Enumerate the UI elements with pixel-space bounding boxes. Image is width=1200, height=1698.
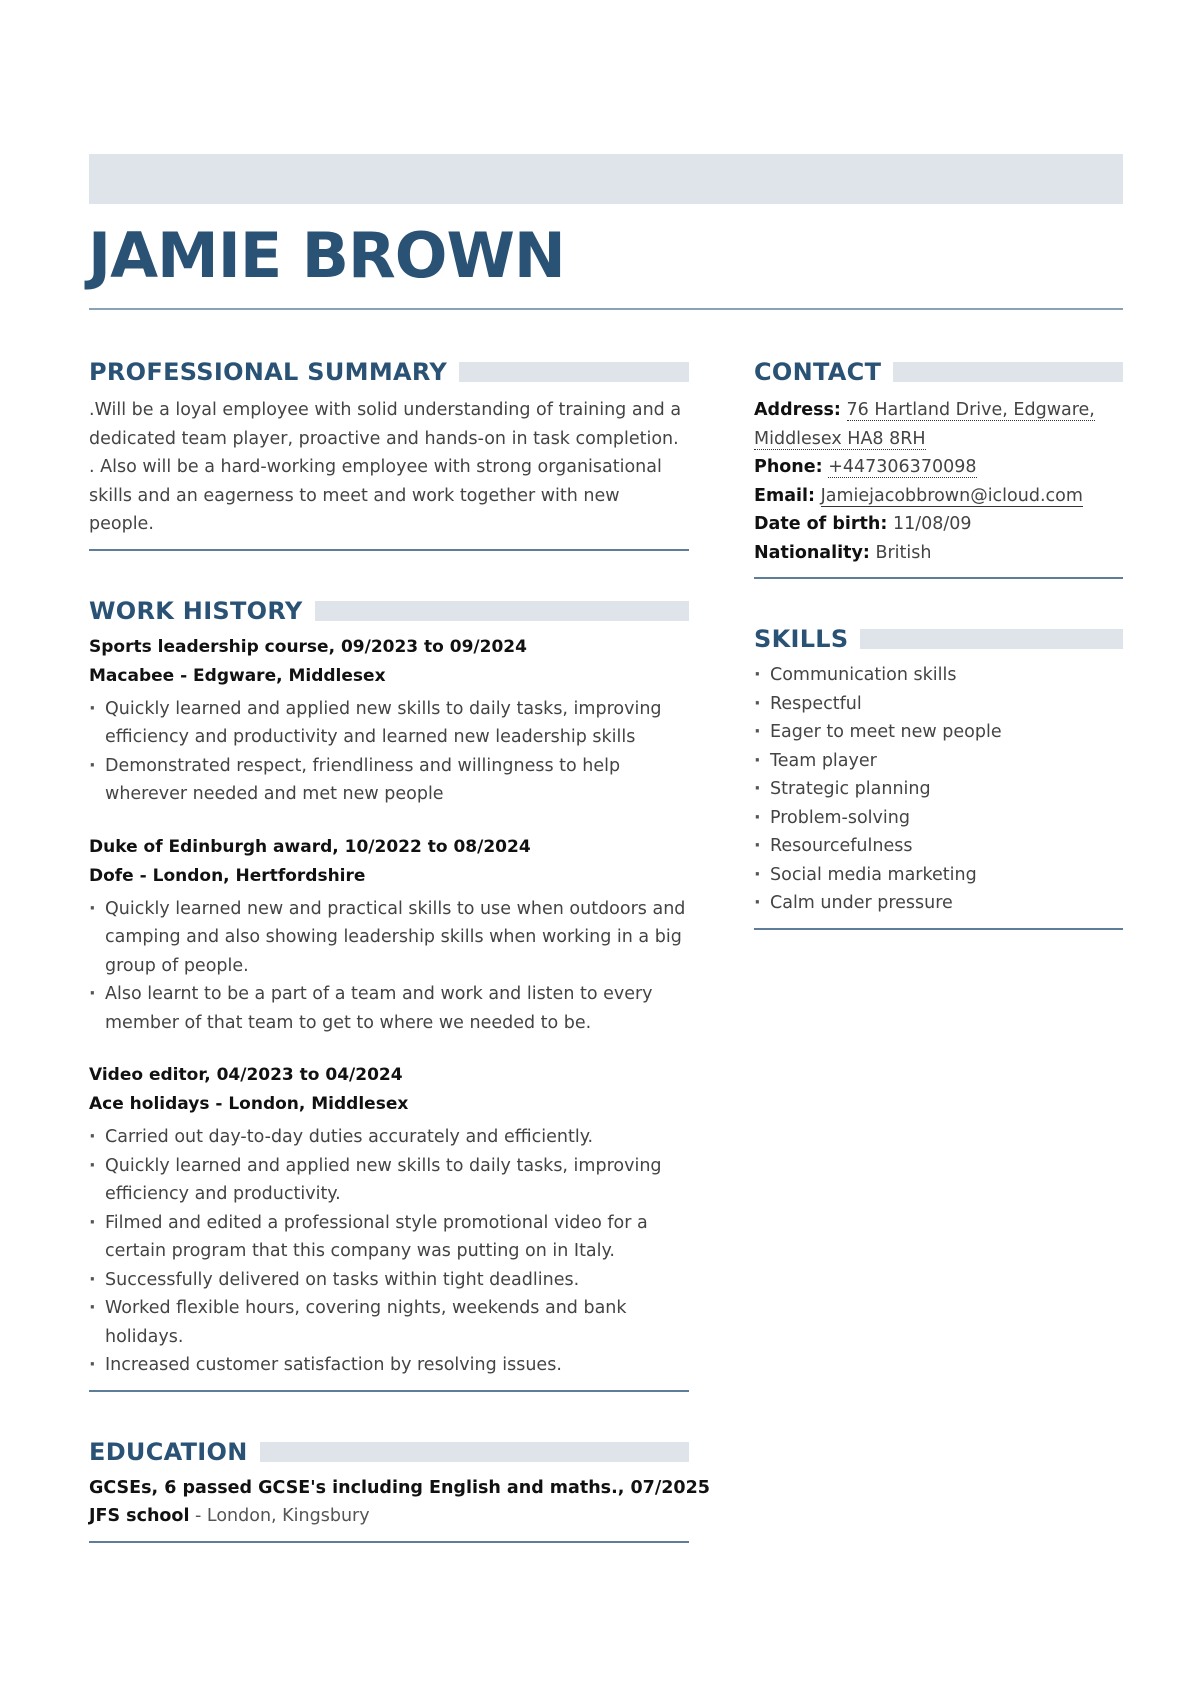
job-title: Sports leadership course, 09/2023 to 09/2024	[89, 636, 527, 657]
job-entry	[89, 833, 689, 1038]
address-label: Address:	[754, 400, 841, 420]
job-employer: Ace holidays - London, Middlesex	[89, 1094, 409, 1114]
nationality-value: British	[875, 542, 932, 563]
contact-heading-bar	[893, 362, 1123, 382]
education-location: - London, Kingsbury	[189, 1506, 370, 1526]
contact-heading: CONTACT	[754, 358, 882, 386]
job-employer: Macabee - Edgware, Middlesex	[89, 665, 386, 686]
job-entry	[89, 1061, 689, 1380]
contact-details	[754, 396, 1123, 567]
phone-link[interactable]: +447306370098	[828, 457, 977, 477]
skill-item: · Team player	[754, 747, 1123, 776]
summary-heading: PROFESSIONAL SUMMARY	[89, 358, 448, 386]
contact-dob	[754, 510, 1123, 539]
summary-header	[89, 358, 689, 386]
contact-nationality	[754, 539, 1123, 568]
job-bullet: · Filmed and edited a professional style promotional video for a certain program that this company was putting on in Italy.	[89, 1209, 689, 1266]
right-column	[754, 358, 1123, 930]
job-bullet: · Also learnt to be a part of a team and work and listen to every member of that team to get to where we needed to be.	[89, 980, 689, 1037]
job-bullet: · Carried out day-to-day duties accurately and efficiently.	[89, 1123, 689, 1152]
education-divider	[89, 1541, 689, 1543]
work-header	[89, 597, 689, 625]
address-line-2[interactable]: Middlesex HA8 8RH	[754, 428, 926, 449]
job-bullets	[89, 1123, 689, 1380]
skill-item: · Problem-solving	[754, 804, 1123, 833]
contact-header	[754, 358, 1123, 386]
left-column	[89, 358, 710, 1543]
contact-address	[754, 396, 1123, 425]
contact-section	[754, 358, 1123, 579]
work-section	[89, 597, 689, 1392]
work-heading: WORK HISTORY	[89, 596, 303, 625]
job-entry	[89, 633, 689, 809]
education-heading-bar	[260, 1442, 689, 1462]
education-section	[89, 1437, 710, 1543]
job-bullet: · Quickly learned new and practical skills to use when outdoors and camping and also showing leadership skills when working in a big group of people.	[89, 895, 689, 981]
job-employer: Dofe - London, Hertfordshire	[89, 865, 366, 886]
job-title: Duke of Edinburgh award, 10/2022 to 08/2024	[89, 836, 531, 857]
skill-item: · Strategic planning	[754, 775, 1123, 804]
skills-heading: SKILLS	[754, 625, 849, 653]
job-bullet: · Demonstrated respect, friendliness and willingness to help wherever needed and met new people	[89, 752, 689, 809]
work-heading-bar	[315, 601, 689, 621]
summary-text: .Will be a loyal employee with solid understanding of training and a dedicated team player, proactive and hands-on in task completion. . Also will be a hard-working employee with strong organisational skills and an eagerness to meet and work together with new people.	[89, 400, 682, 534]
skills-header	[754, 625, 1123, 653]
contact-phone	[754, 453, 1123, 482]
education-school-line	[89, 1502, 689, 1531]
job-bullet: · Quickly learned and applied new skills to daily tasks, improving efficiency and productivity.	[89, 1152, 689, 1209]
job-bullet: · Successfully delivered on tasks within tight deadlines.	[89, 1266, 689, 1295]
job-bullet: · Quickly learned and applied new skills to daily tasks, improving efficiency and productivity and learned new leadership skills	[89, 695, 689, 752]
contact-divider	[754, 577, 1123, 579]
skills-list	[754, 661, 1123, 918]
job-bullet: · Worked flexible hours, covering nights, weekends and bank holidays.	[89, 1294, 689, 1351]
email-link[interactable]: Jamiejacobbrown@icloud.com	[820, 485, 1083, 506]
dob-value: 11/08/09	[892, 514, 972, 534]
candidate-name: JAMIE BROWN	[88, 219, 565, 292]
contact-address-cont	[754, 425, 1123, 454]
contact-email	[754, 482, 1123, 511]
education-degree: GCSEs, 6 passed GCSE's including English and maths., 07/2025	[89, 1477, 710, 1498]
dob-label: Date of birth:	[754, 514, 888, 534]
skills-heading-bar	[860, 629, 1123, 649]
skill-item: · Social media marketing	[754, 861, 1123, 890]
phone-label: Phone:	[754, 457, 823, 477]
job-bullet: · Increased customer satisfaction by resolving issues.	[89, 1351, 689, 1380]
summary-section	[89, 358, 689, 551]
email-label: Email:	[754, 485, 815, 506]
skill-item: · Respectful	[754, 690, 1123, 719]
education-header	[89, 1438, 689, 1466]
education-entry	[89, 1474, 710, 1531]
education-school: JFS school	[89, 1506, 190, 1526]
job-bullets	[89, 695, 689, 809]
education-heading: EDUCATION	[89, 1437, 248, 1466]
nationality-label: Nationality:	[754, 542, 870, 563]
skill-item: · Calm under pressure	[754, 889, 1123, 918]
address-line-1[interactable]: 76 Hartland Drive, Edgware,	[846, 400, 1095, 420]
summary-divider	[89, 549, 689, 551]
skills-divider	[754, 928, 1123, 930]
skill-item: · Communication skills	[754, 661, 1123, 690]
job-title: Video editor, 04/2023 to 04/2024	[89, 1065, 403, 1085]
skill-item: · Eager to meet new people	[754, 718, 1123, 747]
work-divider	[89, 1390, 689, 1392]
job-bullets	[89, 895, 689, 1038]
skills-section	[754, 625, 1123, 930]
summary-heading-bar	[459, 362, 689, 382]
header-divider	[89, 308, 1123, 310]
skill-item: · Resourcefulness	[754, 832, 1123, 861]
header-band	[89, 154, 1123, 204]
